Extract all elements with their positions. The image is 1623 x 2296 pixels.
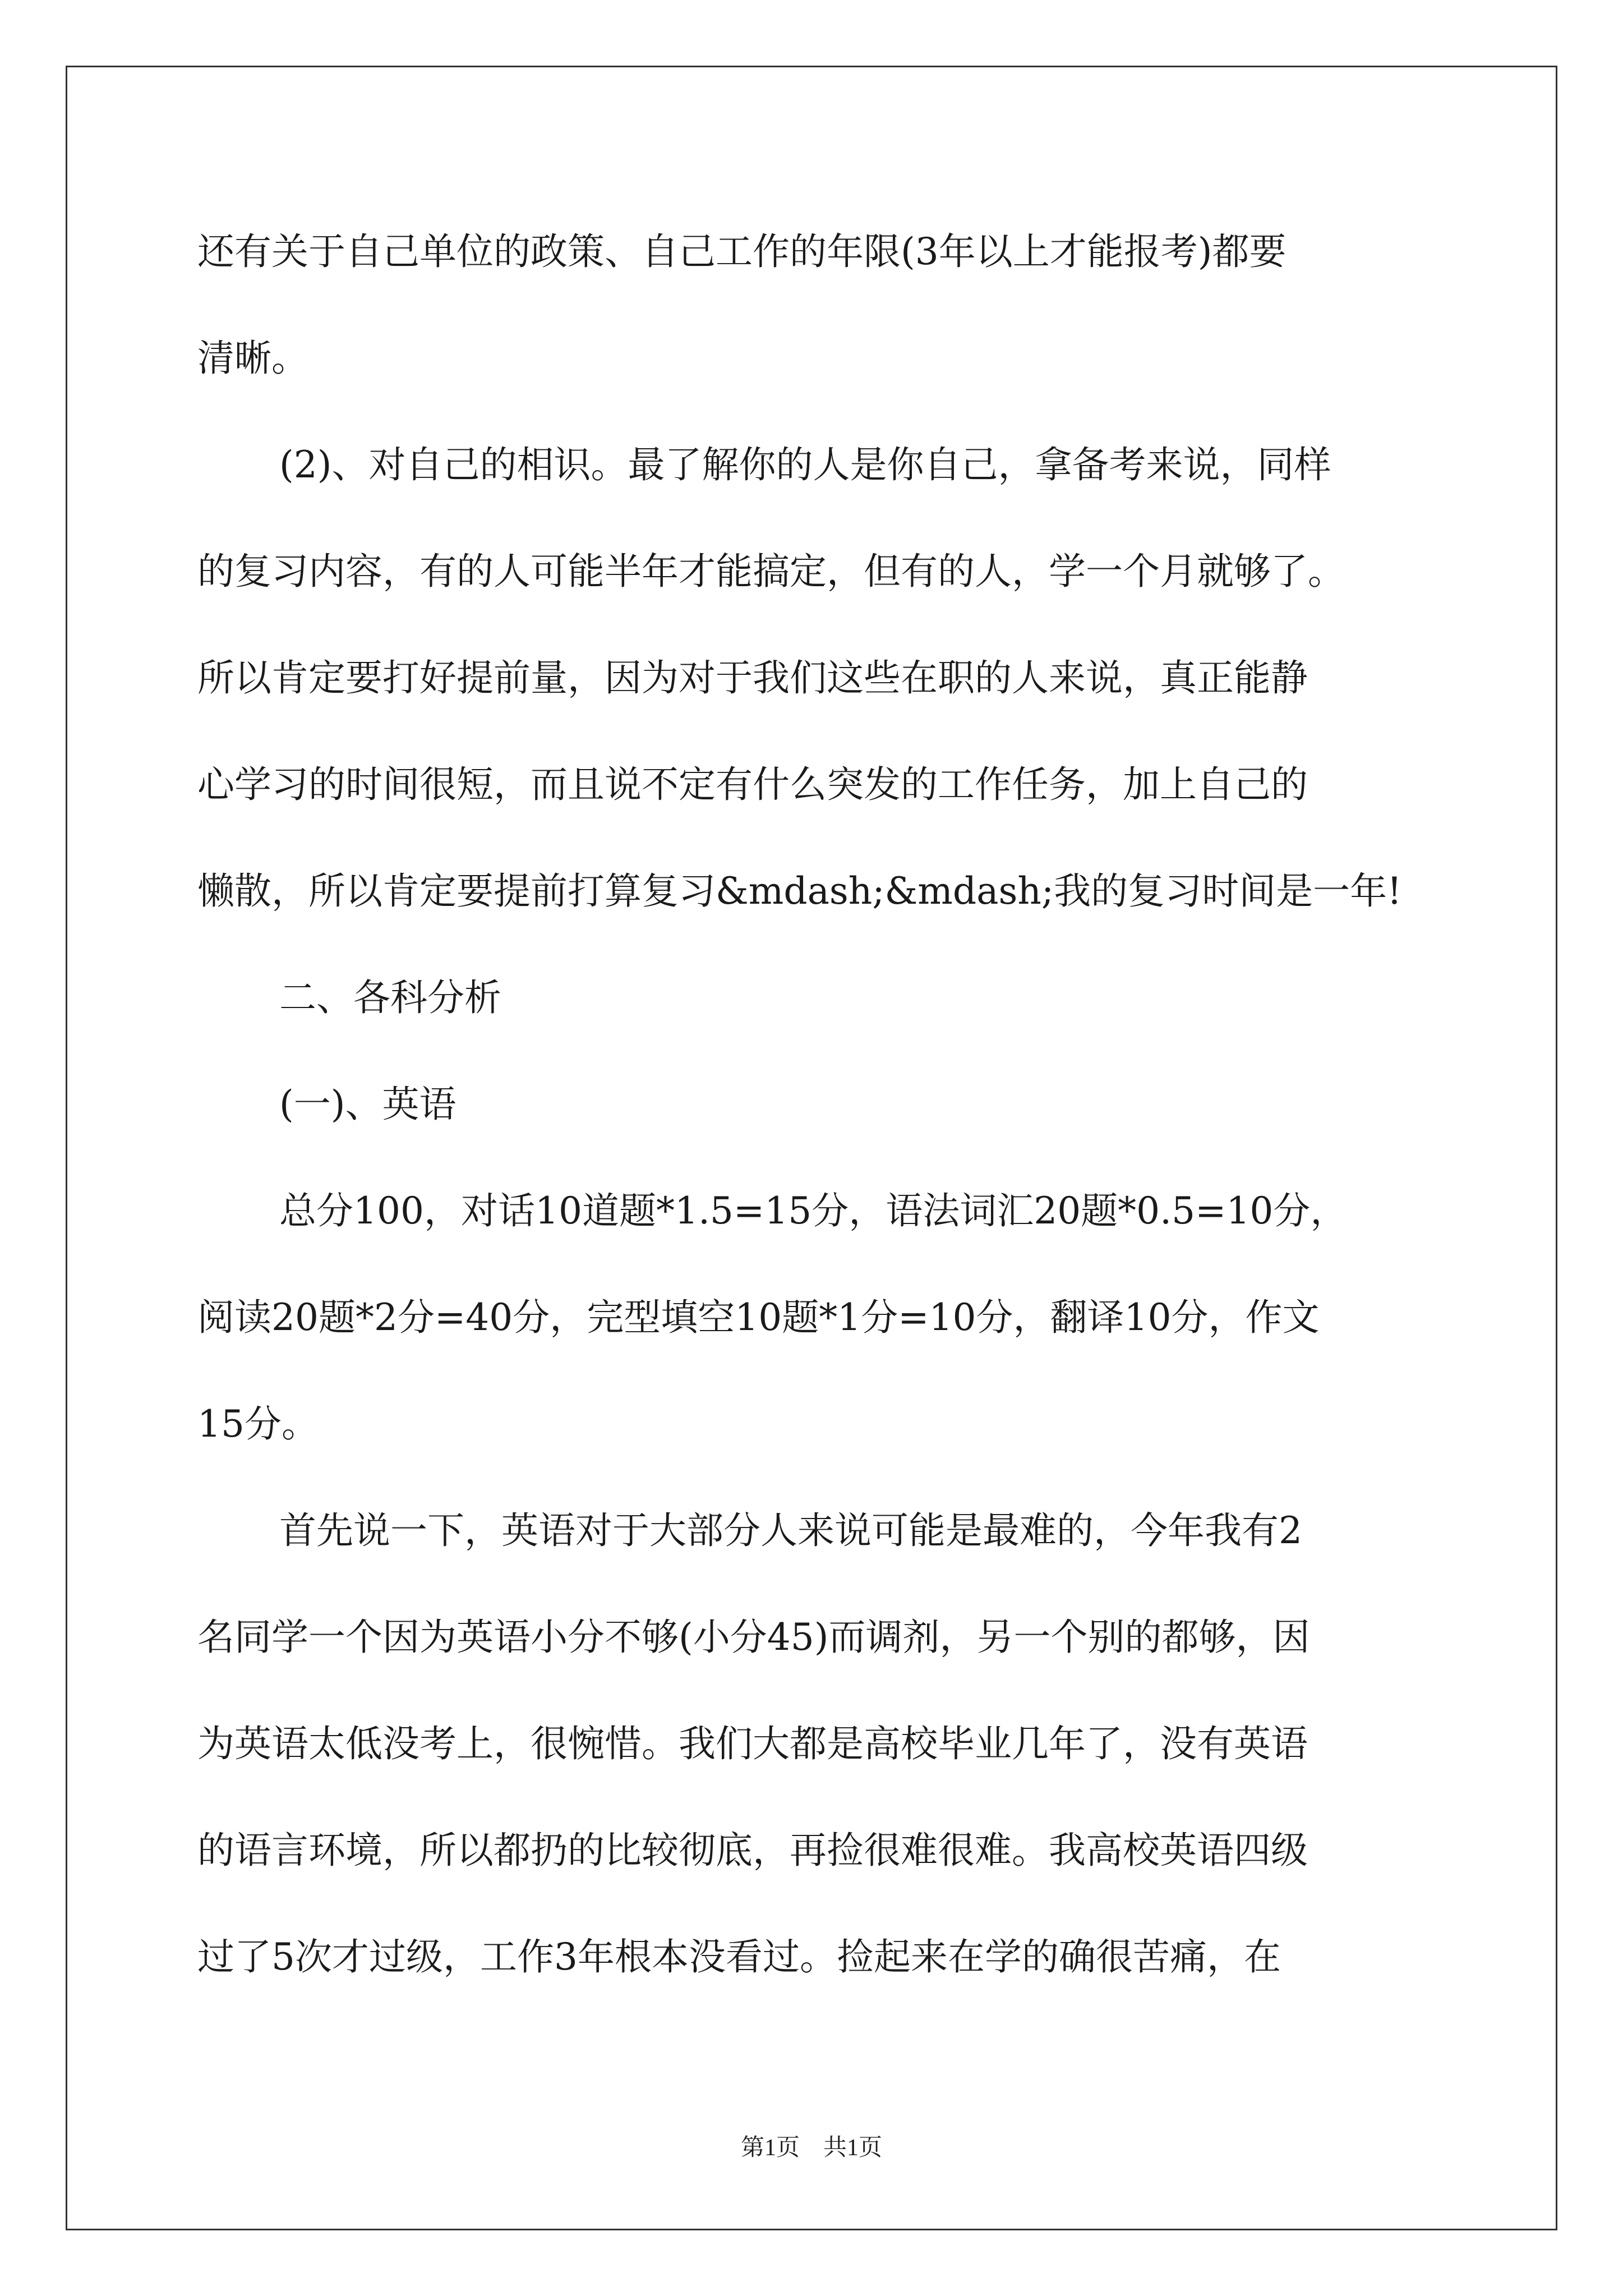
text-line: 首先说一下，英语对于大部分人来说可能是最难的，今年我有2 [279, 1509, 1302, 1552]
text-line: 总分100，对话10道题*1.5=15分，语法词汇20题*0.5=10分， [279, 1189, 1348, 1232]
text-line: (2)、对自己的相识。最了解你的人是你自己，拿备考来说，同样 [279, 443, 1331, 486]
page-footer: 第1页 共1页 [740, 2135, 882, 2161]
subsection-heading: (一)、英语 [279, 1083, 457, 1126]
text-line: 的语言环境，所以都扔的比较彻底，再捡很难很难。我高校英语四级 [197, 1829, 1308, 1872]
text-line: 15分。 [197, 1402, 319, 1446]
text-line: 过了5次才过级，工作3年根本没看过。捡起来在学的确很苦痛，在 [197, 1935, 1281, 1978]
text-line: 名同学一个因为英语小分不够(小分45)而调剂，另一个别的都够，因 [197, 1616, 1310, 1659]
text-line: 懒散，所以肯定要提前打算复习&mdash;&mdash;我的复习时间是一年! [197, 869, 1402, 913]
section-heading: 二、各科分析 [279, 976, 501, 1019]
text-line: 为英语太低没考上，很惋惜。我们大都是高校毕业几年了，没有英语 [197, 1722, 1308, 1765]
text-line: 清晰。 [197, 337, 308, 380]
text-line: 所以肯定要打好提前量，因为对于我们这些在职的人来说，真正能静 [197, 656, 1308, 700]
text-line: 还有关于自己单位的政策、自己工作的年限(3年以上才能报考)都要 [197, 230, 1287, 273]
text-line: 心学习的时间很短，而且说不定有什么突发的工作任务，加上自己的 [197, 763, 1308, 806]
text-line: 阅读20题*2分=40分，完型填空10题*1分=10分，翻译10分，作文 [197, 1296, 1320, 1339]
text-line: 的复习内容，有的人可能半年才能搞定，但有的人，学一个月就够了。 [197, 550, 1345, 593]
document-body [197, 210, 1448, 2022]
